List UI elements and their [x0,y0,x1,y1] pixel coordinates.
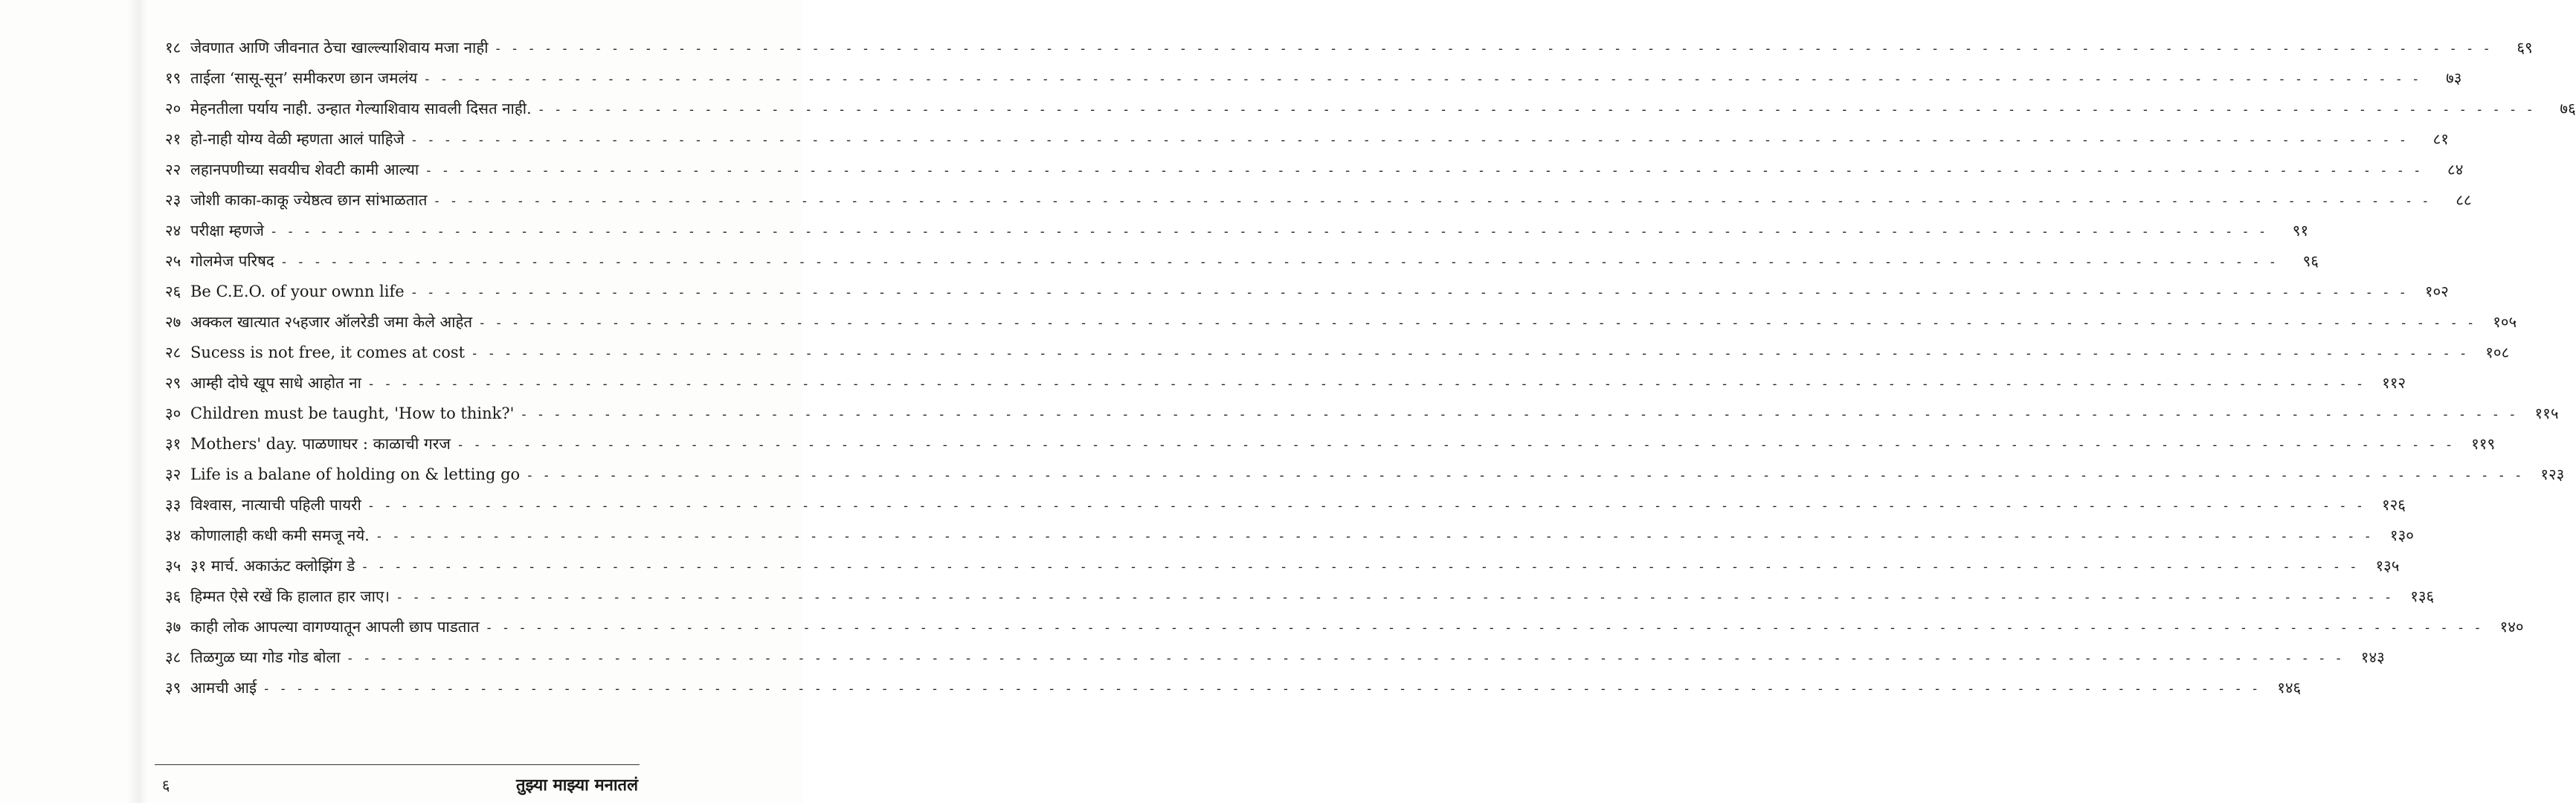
toc-dash-leader: - - - - - - - - - - - - - - - - - - - - - - - - - - - - - - - - - - - - - - - - - - - - - - - - - - - - - - - - - - - - - - - - - - - - - - - - - - - - - - - - - - - - - - - - - - - - - - - - - - - - - - - - - - - - - - - - - - - - - - - - [520,407,2517,422]
toc-dash-leader: - - - - - - - - - - - - - - - - - - - - - - - - - - - - - - - - - - - - - - - - - - - - - - - - - - - - - - - - - - - - - - - - - - - - - - - - - - - - - - - - - - - - - - - - - - - - - - - - - - - - - - - - - - - - - - - - - - - - - - - - [456,438,2454,453]
toc-entry [165,312,2517,342]
toc-dash-leader: - - - - - - - - - - - - - - - - - - - - - - - - - - - - - - - - - - - - - - - - - - - - - - - - - - - - - - - - - - - - - - - - - - - - - - - - - - - - - - - - - - - - - - - - - - - - - - - - - - - - - - - - - - - - - - - - - - - - - - - - [263,682,2260,697]
toc-dash-leader: - - - - - - - - - - - - - - - - - - - - - - - - - - - - - - - - - - - - - - - - - - - - - - - - - - - - - - - - - - - - - - - - - - - - - - - - - - - - - - - - - - - - - - - - - - - - - - - - - - - - - - - - - - - - - - - - - - - - - - - - [471,346,2468,361]
toc-entry-page: १४३ [2360,648,2385,666]
toc-entry-page: ६९ [2517,39,2533,57]
toc-entry-page: ८८ [2456,191,2472,209]
toc-entry [165,403,2559,433]
toc-entry-title: गोलमेज परिषद [190,252,274,270]
toc-entry-number: २५ [165,252,181,270]
toc-entry-title: अक्कल खात्यात २५हजार ऑलरेडी जमा केले आहेत [190,313,473,331]
toc-entry [165,342,2510,373]
toc-entry-page: १२३ [2540,465,2565,483]
toc-dash-leader: - - - - - - - - - - - - - - - - - - - - - - - - - - - - - - - - - - - - - - - - - - - - - - - - - - - - - - - - - - - - - - - - - - - - - - - - - - - - - - - - - - - - - - - - - - - - - - - - - - - - - - - - - - - - - - - - - - - - - - - - [537,103,2534,117]
toc-entry-page: १३० [2389,526,2414,544]
toc-entry-number: ३० [165,404,181,422]
toc-entry-page: १०५ [2493,313,2517,331]
toc-entry-number: ३६ [165,587,181,605]
toc-entry-number: ३२ [165,465,181,483]
toc-entry [165,616,2524,647]
toc-entry [165,647,2385,677]
toc-entry [165,555,2400,586]
toc-entry-title: आमची आई [190,679,257,697]
toc-dash-leader: - - - - - - - - - - - - - - - - - - - - - - - - - - - - - - - - - - - - - - - - - - - - - - - - - - - - - - - - - - - - - - - - - - - - - - - - - - - - - - - - - - - - - - - - - - - - - - - - - - - - - - - - - - - - - - - - - - - - - - - - [367,499,2364,514]
toc-entry-number: १९ [165,69,181,87]
toc-entry-title: जेवणात आणि जीवनात ठेचा खाल्ल्याशिवाय मजा नाही [190,39,489,57]
toc-entry-title: कोणालाही कधी कमी समजू नये. [190,526,370,544]
toc-entry [165,433,2496,464]
toc-dash-leader: - - - - - - - - - - - - - - - - - - - - - - - - - - - - - - - - - - - - - - - - - - - - - - - - - - - - - - - - - - - - - - - - - - - - - - - - - - - - - - - - - - - - - - - - - - - - - - - - - - - - - - - - - - - - - - - - - - - - - - - - [346,651,2343,666]
toc-entry-number: २० [165,100,181,117]
toc-entry-title: Be C.E.O. of your ownn life [190,283,405,300]
toc-entry-number: ३८ [165,648,181,666]
toc-entry [165,251,2319,281]
toc-entry-title: ताईला ‘सासू-सून’ समीकरण छान जमलंय [190,69,418,87]
toc-entry-title: Life is a balane of holding on & letting go [190,465,521,483]
toc-entry-title: जोशी काका-काकू ज्येष्ठत्व छान सांभाळतात [190,191,428,209]
toc-entry-title: Sucess is not free, it comes at cost [190,344,466,361]
toc-dash-leader: - - - - - - - - - - - - - - - - - - - - - - - - - - - - - - - - - - - - - - - - - - - - - - - - - - - - - - - - - - - - - - - - - - - - - - - - - - - - - - - - - - - - - - - - - - - - - - - - - - - - - - - - - - - - - - - - - - - - - - - - [433,194,2430,209]
toc-entry-title: हो-नाही योग्य वेळी म्हणता आलं पाहिजे [190,130,405,148]
toc-entry-number: २१ [165,130,181,148]
toc-entry [165,220,2309,251]
toc-dash-leader: - - - - - - - - - - - - - - - - - - - - - - - - - - - - - - - - - - - - - - - - - - - - - - - - - - - - - - - - - - - - - - - - - - - - - - - - - - - - - - - - - - - - - - - - - - - - - - - - - - - - - - - - - - - - - - - - - - - - - - - - [367,377,2365,392]
toc-entry-page: १३५ [2375,557,2400,575]
toc-entry-number: ३४ [165,526,181,544]
toc-dash-leader: - - - - - - - - - - - - - - - - - - - - - - - - - - - - - - - - - - - - - - - - - - - - - - - - - - - - - - - - - - - - - - - - - - - - - - - - - - - - - - - - - - - - - - - - - - - - - - - - - - - - - - - - - - - - - - - - - - - - - - - - [396,590,2393,605]
footer-book-title: तुझ्या माझ्या मनातलं [515,776,638,795]
toc-entry-page: ९१ [2292,222,2309,239]
toc-entry-page: १३६ [2410,587,2435,605]
toc-entry-number: १८ [165,39,181,57]
table-of-contents [165,37,2576,708]
toc-entry-title: विश्वास, नात्याची पहिली पायरी [190,496,361,514]
toc-entry-title: Mothers' day. पाळणाघर : काळाची गरज [190,435,451,453]
toc-entry-page: ७६ [2560,100,2576,117]
toc-entry-title: ३१ मार्च. अकाऊंट क्लोझिंग डे [190,557,355,575]
toc-entry-title: हिम्मत ऐसे रखें कि हालात हार जाए। [190,587,390,605]
toc-entry-title: तिळगुळ घ्या गोड गोड बोला [190,648,341,666]
toc-entry-number: २७ [165,313,181,331]
toc-entry-page: ९६ [2302,252,2319,270]
toc-entry [165,68,2462,98]
toc-entry-number: २३ [165,191,181,209]
toc-dash-leader: - - - - - - - - - - - - - - - - - - - - - - - - - - - - - - - - - - - - - - - - - - - - - - - - - - - - - - - - - - - - - - - - - - - - - - - - - - - - - - - - - - - - - - - - - - - - - - - - - - - - - - - - - - - - - - - - - - - - - - - - [361,560,2358,575]
toc-entry [165,37,2533,68]
toc-entry-page: १२६ [2381,496,2406,514]
toc-entry-number: ३१ [165,435,181,453]
toc-entry [165,677,2302,708]
toc-entry-page: ८१ [2432,130,2449,148]
toc-dash-leader: - - - - - - - - - - - - - - - - - - - - - - - - - - - - - - - - - - - - - - - - - - - - - - - - - - - - - - - - - - - - - - - - - - - - - - - - - - - - - - - - - - - - - - - - - - - - - - - - - - - - - - - - - - - - - - - - - - - - - - - - [425,164,2422,178]
toc-entry [165,464,2565,494]
toc-entry-page: ८४ [2447,161,2464,178]
toc-entry-page: ११९ [2471,435,2496,453]
toc-entry-number: ३७ [165,618,181,636]
toc-dash-leader: - - - - - - - - - - - - - - - - - - - - - - - - - - - - - - - - - - - - - - - - - - - - - - - - - - - - - - - - - - - - - - - - - - - - - - - - - - - - - - - - - - - - - - - - - - - - - - - - - - - - - - - - - - - - - - - - - - - - - - - - [269,225,2267,239]
toc-dash-leader: - - - - - - - - - - - - - - - - - - - - - - - - - - - - - - - - - - - - - - - - - - - - - - - - - - - - - - - - - - - - - - - - - - - - - - - - - - - - - - - - - - - - - - - - - - - - - - - - - - - - - - - - - - - - - - - - - - - - - - - - [375,529,2372,544]
toc-entry-page: १०८ [2485,344,2510,361]
toc-entry-title: मेहनतीला पर्याय नाही. उन्हात गेल्याशिवाय सावली दिसत नाही. [190,100,532,117]
toc-entry-number: ३५ [165,557,181,575]
toc-entry-title: लहानपणीच्या सवयीच शेवटी कामी आल्या [190,161,419,178]
toc-dash-leader: - - - - - - - - - - - - - - - - - - - - - - - - - - - - - - - - - - - - - - - - - - - - - - - - - - - - - - - - - - - - - - - - - - - - - - - - - - - - - - - - - - - - - - - - - - - - - - - - - - - - - - - - - - - - - - - - - - - - - - - - [280,255,2277,270]
toc-entry-title: आम्ही दोघे खूप साधे आहोत ना [190,374,361,392]
toc-entry-page: १०२ [2424,283,2449,300]
toc-entry-number: २२ [165,161,181,178]
toc-entry-number: २६ [165,283,181,300]
toc-dash-leader: - - - - - - - - - - - - - - - - - - - - - - - - - - - - - - - - - - - - - - - - - - - - - - - - - - - - - - - - - - - - - - - - - - - - - - - - - - - - - - - - - - - - - - - - - - - - - - - - - - - - - - - - - - - - - - - - - - - - - - - - [526,468,2523,483]
toc-entry-number: ३९ [165,679,181,697]
toc-entry [165,586,2435,616]
toc-dash-leader: - - - - - - - - - - - - - - - - - - - - - - - - - - - - - - - - - - - - - - - - - - - - - - - - - - - - - - - - - - - - - - - - - - - - - - - - - - - - - - - - - - - - - - - - - - - - - - - - - - - - - - - - - - - - - - - - - - - - - - - - [423,72,2421,87]
toc-entry [165,98,2576,129]
footer-divider [155,764,640,765]
toc-entry-number: ३३ [165,496,181,514]
toc-entry [165,159,2464,190]
toc-entry [165,525,2414,555]
toc-entry-page: ७३ [2446,69,2462,87]
toc-entry-page: १४० [2499,618,2524,636]
toc-entry [165,190,2472,220]
toc-entry [165,281,2449,312]
toc-entry-title: काही लोक आपल्या वागण्यातून आपली छाप पाडतात [190,618,480,636]
toc-entry-page: ११२ [2382,374,2406,392]
toc-dash-leader: - - - - - - - - - - - - - - - - - - - - - - - - - - - - - - - - - - - - - - - - - - - - - - - - - - - - - - - - - - - - - - - - - - - - - - - - - - - - - - - - - - - - - - - - - - - - - - - - - - - - - - - - - - - - - - - - - - - - - - - - [410,286,2407,300]
toc-entry-title: परीक्षा म्हणजे [190,222,264,239]
toc-entry-number: २४ [165,222,181,239]
toc-entry [165,373,2406,403]
toc-dash-leader: - - - - - - - - - - - - - - - - - - - - - - - - - - - - - - - - - - - - - - - - - - - - - - - - - - - - - - - - - - - - - - - - - - - - - - - - - - - - - - - - - - - - - - - - - - - - - - - - - - - - - - - - - - - - - - - - - - - - - - - - [494,42,2491,57]
toc-entry-page: ११५ [2534,404,2559,422]
footer-page-number: ६ [162,776,170,794]
binding-shadow [126,0,147,803]
toc-entry-number: २९ [165,374,181,392]
toc-dash-leader: - - - - - - - - - - - - - - - - - - - - - - - - - - - - - - - - - - - - - - - - - - - - - - - - - - - - - - - - - - - - - - - - - - - - - - - - - - - - - - - - - - - - - - - - - - - - - - - - - - - - - - - - - - - - - - - - - - - - - - - - [410,133,2407,148]
toc-entry-title: Children must be taught, 'How to think?' [190,404,515,422]
toc-entry-page: १४६ [2277,679,2302,697]
toc-dash-leader: - - - - - - - - - - - - - - - - - - - - - - - - - - - - - - - - - - - - - - - - - - - - - - - - - - - - - - - - - - - - - - - - - - - - - - - - - - - - - - - - - - - - - - - - - - - - - - - - - - - - - - - - - - - - - - - - - - - - - - - - [478,316,2476,331]
toc-entry [165,494,2406,525]
toc-dash-leader: - - - - - - - - - - - - - - - - - - - - - - - - - - - - - - - - - - - - - - - - - - - - - - - - - - - - - - - - - - - - - - - - - - - - - - - - - - - - - - - - - - - - - - - - - - - - - - - - - - - - - - - - - - - - - - - - - - - - - - - - [485,621,2482,636]
toc-entry-number: २८ [165,344,181,361]
toc-entry [165,129,2449,159]
